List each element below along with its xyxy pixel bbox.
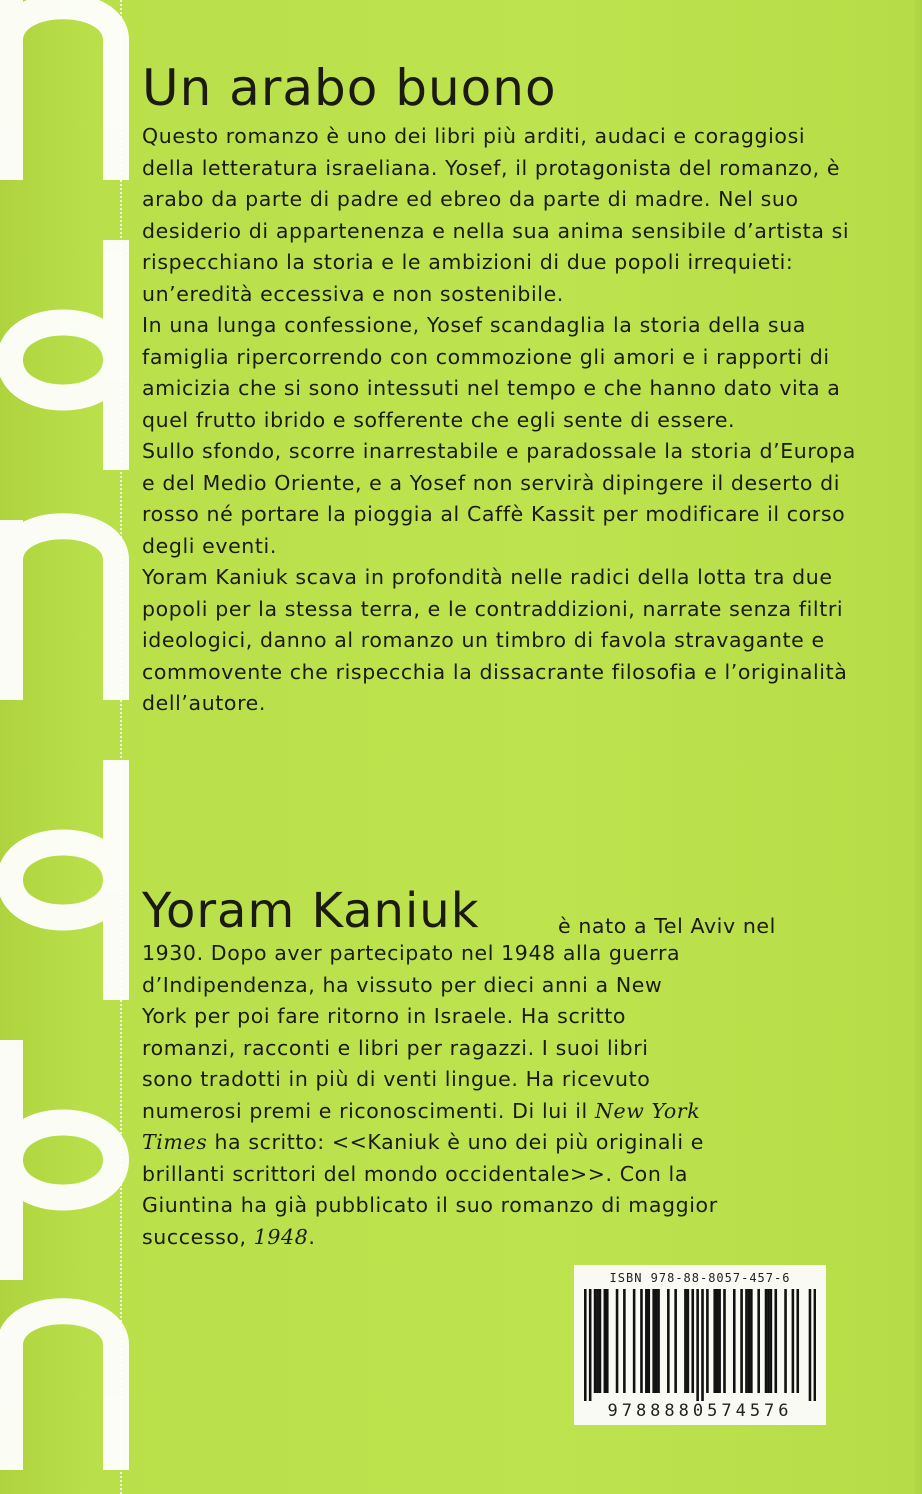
- author-bio: [142, 938, 862, 1253]
- synopsis-paragraph: In una lunga confessione, Yosef scandaglia la storia della sua famiglia ripercorrendo con commozione gli amori e i rapporti di amicizia che si sono intessuti nel tempo e che hanno dato vita a quel frutto ibrido e sofferente che egli sente di essere.: [142, 313, 841, 432]
- barcode-bar: [750, 1289, 753, 1393]
- synopsis-paragraph: Sullo sfondo, scorre inarrestabile e paradossale la storia d’Europa e del Medio Oriente, e a Yosef non servirà dipingere il deserto di rosso né portare la pioggia al Caffè Kassit per modificare il corso degli eventi.: [142, 439, 856, 558]
- spine-watermark: [0, 0, 146, 1494]
- barcode-bar: [684, 1289, 687, 1393]
- synopsis: [142, 121, 862, 720]
- barcode-bar: [745, 1289, 748, 1393]
- barcode-bar: [701, 1289, 704, 1401]
- barcode-bar: [667, 1289, 670, 1393]
- barcode-bar: [696, 1289, 699, 1401]
- barcode-bar: [623, 1289, 626, 1393]
- newspaper-name: Times: [142, 1130, 208, 1154]
- book-title: Un arabo buono: [142, 59, 557, 117]
- barcode-bar: [596, 1289, 599, 1393]
- barcode-bar: [594, 1289, 597, 1393]
- bio-line: York per poi fare ritorno in Israele. Ha scritto: [142, 1004, 627, 1028]
- bio-line: d’Indipendenza, ha vissuto per dieci anni a New: [142, 972, 663, 997]
- barcode-bar: [718, 1289, 721, 1393]
- newspaper-name: New York: [594, 1098, 701, 1123]
- barcode-bar: [657, 1289, 660, 1393]
- spine-dotted-line: [120, 0, 122, 1494]
- bio-text: .: [308, 1224, 316, 1249]
- barcode-bar: [784, 1289, 787, 1393]
- book-title-reference: 1948: [253, 1224, 309, 1249]
- barcode-bar: [765, 1289, 768, 1393]
- bio-text: ha scritto: <<Kaniuk è uno dei più originali e: [207, 1130, 704, 1154]
- barcode-bar: [757, 1289, 760, 1393]
- barcode-bar: [691, 1289, 694, 1393]
- barcode-bar: [652, 1289, 655, 1393]
- cover-crease: [912, 0, 922, 1494]
- barcode-bar: [774, 1289, 777, 1393]
- bio-line: [142, 1222, 862, 1254]
- barcode-bar: [640, 1289, 643, 1393]
- barcode-bar: [792, 1289, 795, 1393]
- ean-digits: 9788880574576: [607, 1401, 793, 1421]
- bio-line: [142, 1096, 862, 1128]
- barcode-bar: [740, 1289, 743, 1393]
- barcode-bar: [616, 1289, 619, 1393]
- barcode-bar: [796, 1289, 799, 1393]
- barcode-bar: [633, 1289, 636, 1393]
- barcode-bar: [770, 1289, 773, 1393]
- author-bio-first-line: è nato a Tel Aviv nel: [558, 914, 776, 938]
- bio-line: [142, 1127, 862, 1159]
- barcode-bar: [767, 1289, 770, 1393]
- barcode-bar: [645, 1289, 648, 1393]
- barcode-bar: [606, 1289, 609, 1393]
- barcode-bar: [814, 1289, 816, 1401]
- bio-line: Giuntina ha già pubblicato il suo romanzo di maggior: [142, 1193, 718, 1217]
- isbn-label: ISBN 978-88-8057-457-6: [609, 1271, 791, 1285]
- synopsis-paragraph: Questo romanzo è uno dei libri più arditi, audaci e coraggiosi della letteratura israeliana. Yosef, il protagonista del romanzo, è arabo da parte di padre ed ebreo da parte di madre. Nel suo desiderio di appartenenza e nella sua anima sensibile d’artista si rispecchiano la storia e le ambizioni di due popoli irrequieti: un’eredità eccessiva e non sostenibile.: [142, 124, 850, 306]
- barcode-bar: [809, 1289, 812, 1401]
- barcode-bar: [687, 1289, 690, 1393]
- bio-line: romanzi, racconti e libri per ragazzi. I suoi libri: [142, 1035, 649, 1060]
- spine-watermark-letters: [0, 0, 146, 1494]
- bio-line: sono tradotti in più di venti lingue. Ha ricevuto: [142, 1067, 651, 1091]
- barcode-bar: [716, 1289, 719, 1393]
- synopsis-paragraph: Yoram Kaniuk scava in profondità nelle radici della lotta tra due popoli per la stessa terra, e le contraddizioni, narrate senza filtri ideologici, danno al romanzo un timbro di favola stravagante e commovente che rispecchia la dissacrante filosofia e l’originalità dell’autore.: [142, 565, 848, 715]
- barcode-bars: [584, 1289, 816, 1401]
- barcode-bar: [748, 1289, 751, 1393]
- bio-text: successo,: [142, 1224, 254, 1249]
- barcode-bar: [713, 1289, 716, 1393]
- bio-line: 1930. Dopo aver partecipato nel 1948 alla guerra: [142, 941, 681, 965]
- barcode-bar: [604, 1289, 607, 1393]
- barcode-bar: [589, 1289, 592, 1401]
- barcode-bar: [599, 1289, 602, 1393]
- barcode-bar: [647, 1289, 650, 1393]
- barcode-bar: [584, 1289, 587, 1401]
- barcode-box: [574, 1265, 826, 1425]
- author-name: Yoram Kaniuk: [142, 883, 480, 939]
- barcode-bar: [674, 1289, 677, 1393]
- barcode-bar: [733, 1289, 736, 1393]
- barcode-bar: [706, 1289, 709, 1393]
- bio-line: brillanti scrittori del mondo occidentale>>. Con la: [142, 1161, 688, 1186]
- barcode-bar: [723, 1289, 726, 1393]
- bio-text: numerosi premi e riconoscimenti. Di lui il: [142, 1098, 588, 1123]
- barcode-bar: [655, 1289, 658, 1393]
